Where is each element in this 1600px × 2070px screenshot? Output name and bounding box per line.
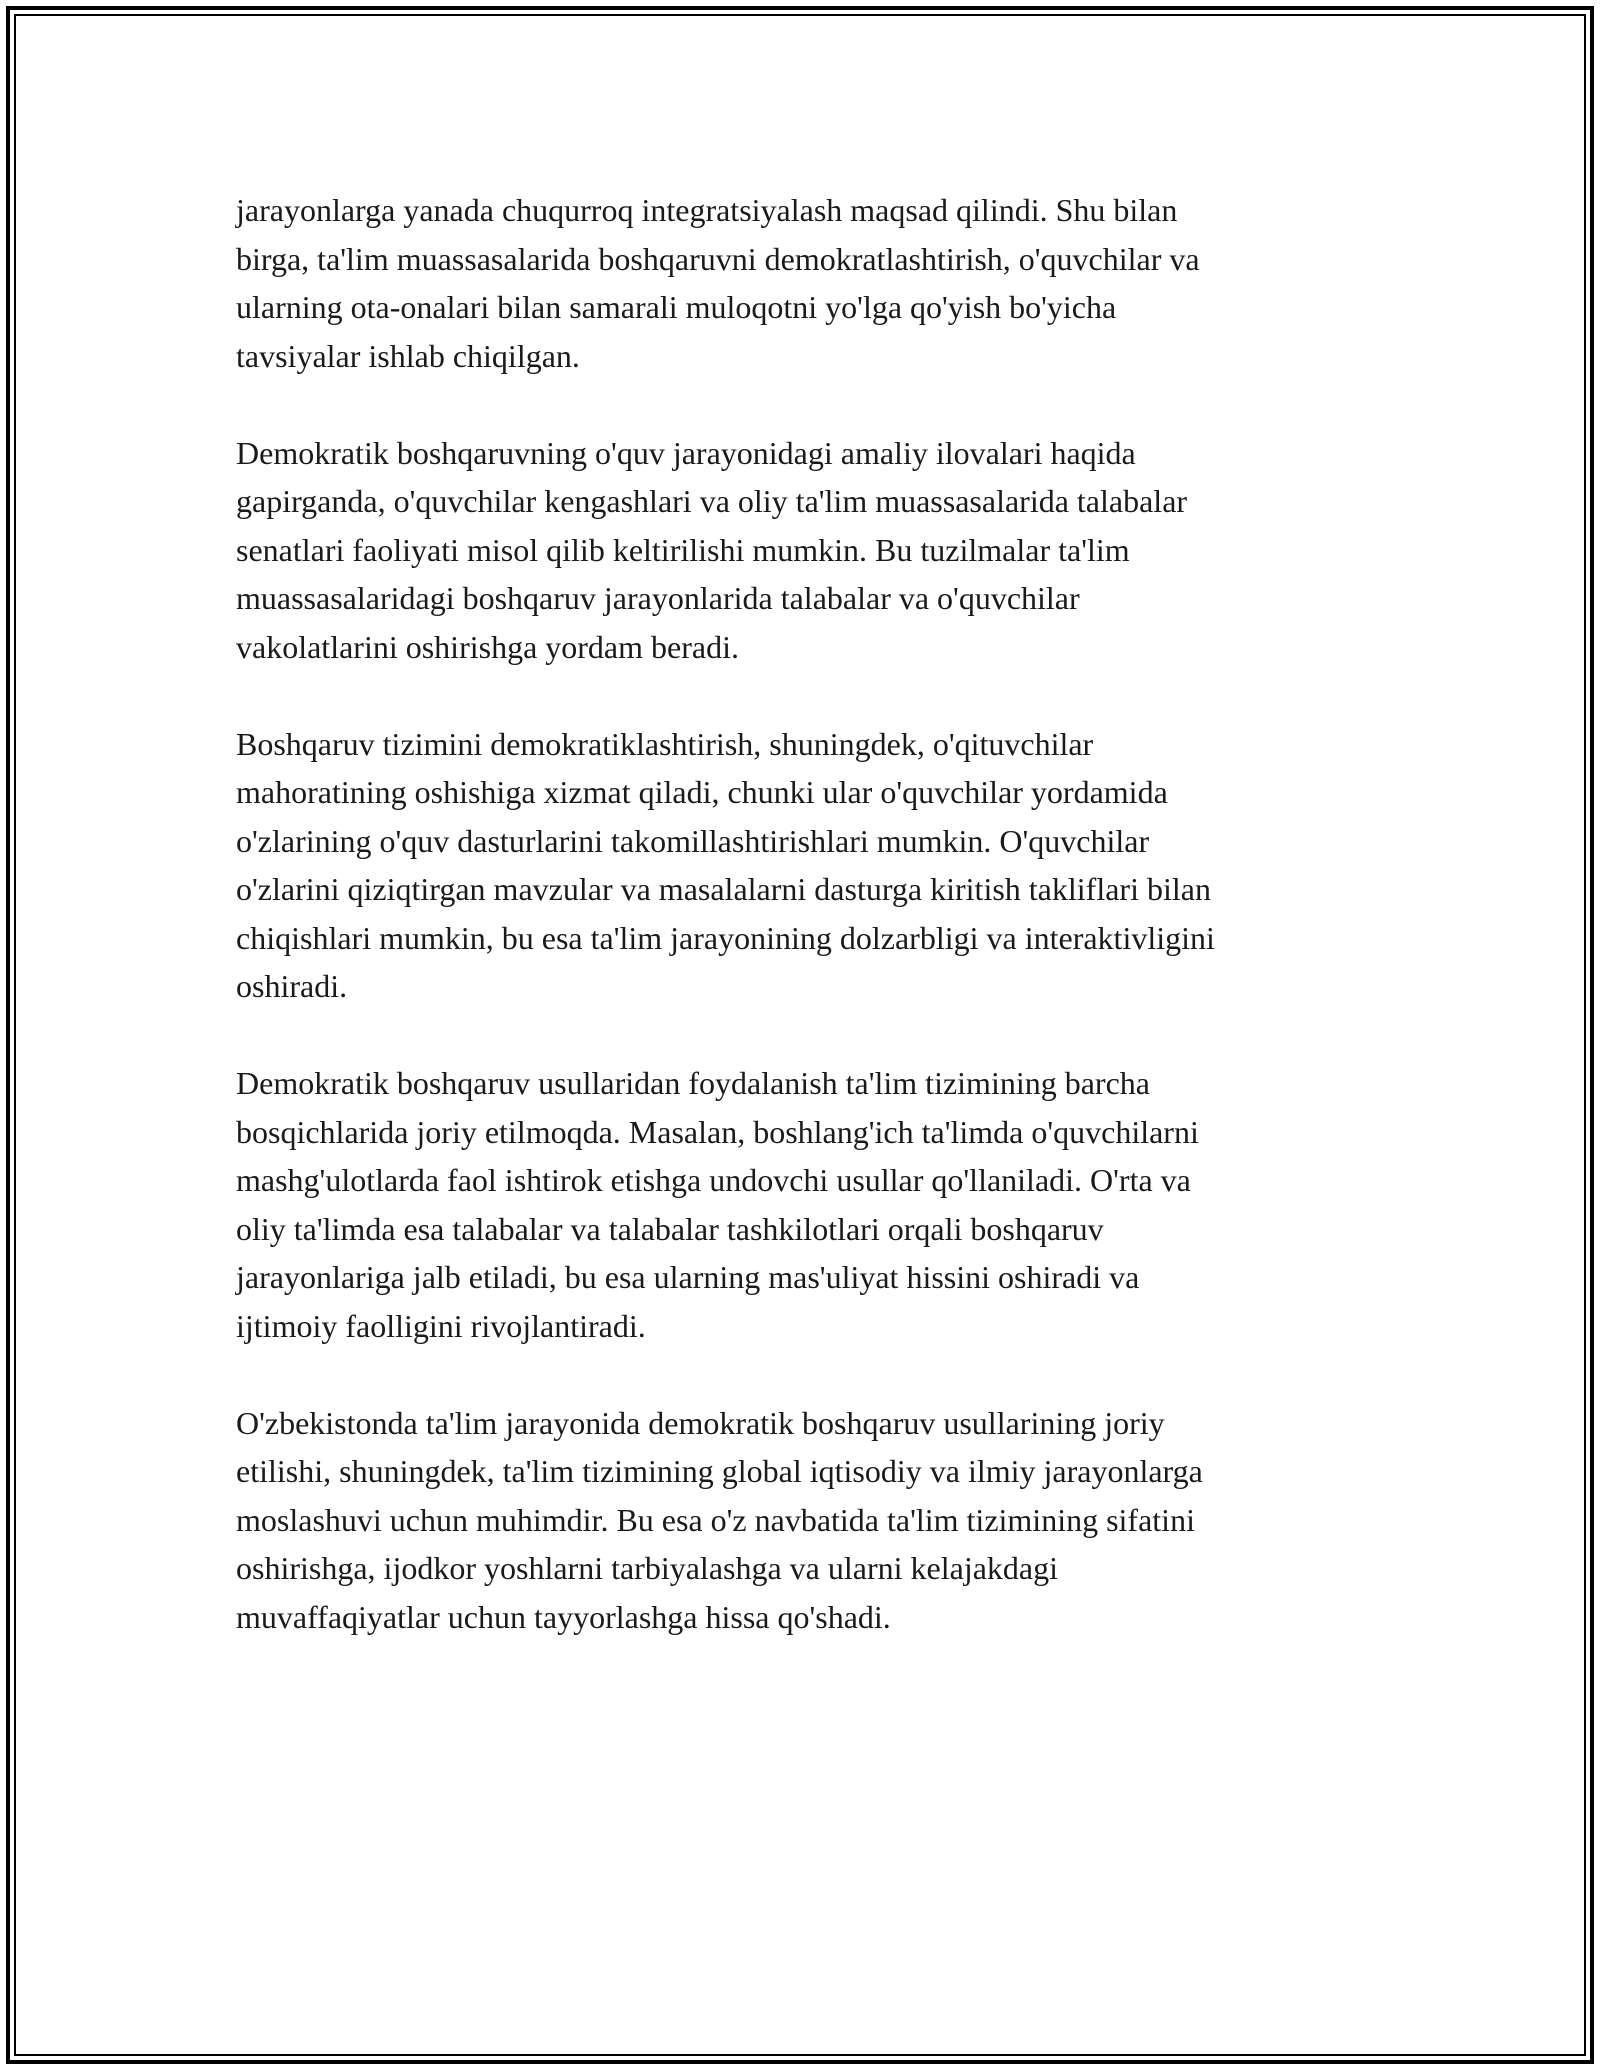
- paragraph-2: Demokratik boshqaruvning o'quv jarayonidagi amaliy ilovalari haqida gapirganda, o'quvchilar kengashlari va oliy ta'lim muassasalarida talabalar senatlari faoliyati misol qilib keltirilishi mumkin. Bu tuzilmalar ta'lim muassasalaridagi boshqaruv jarayonlarida talabalar va o'quvchilar vakolatlarini oshirishga yordam beradi.: [236, 434, 1188, 665]
- document-body: [236, 186, 1366, 1690]
- paragraph-1: jarayonlarga yanada chuqurroq integratsiyalash maqsad qilindi. Shu bilan birga, ta'lim muassasalarida boshqaruvni demokratlashtirish, o'quvchilar va ularning ota-onalari bilan samarali muloqotni yo'lga qo'yish bo'yicha tavsiyalar ishlab chiqilgan.: [236, 192, 1200, 374]
- paragraph-5: O'zbekistonda ta'lim jarayonida demokratik boshqaruv usullarining joriy etilishi, shuningdek, ta'lim tizimining global iqtisodiy va ilmiy jarayonlarga moslashuvi uchun muhimdir. Bu esa o'z navbatida ta'lim tizimining sifatini oshirishga, ijodkor yoshlarni tarbiyalashga va ularni kelajakdagi muvaffaqiyatlar uchun tayyorlashga hissa qo'shadi.: [236, 1404, 1203, 1635]
- paragraph-4: Demokratik boshqaruv usullaridan foydalanish ta'lim tizimining barcha bosqichlarida joriy etilmoqda. Masalan, boshlang'ich ta'limda o'quvchilarni mashg'ulotlarda faol ishtirok etishga undovchi usullar qo'llaniladi. O'rta va oliy ta'limda esa talabalar va talabalar tashkilotlari orqali boshqaruv jarayonlariga jalb etiladi, bu esa ularning mas'uliyat hissini oshiradi va ijtimoiy faolligini rivojlantiradi.: [236, 1065, 1199, 1344]
- paragraph-3: Boshqaruv tizimini demokratiklashtirish, shuningdek, o'qituvchilar mahoratining oshishiga xizmat qiladi, chunki ular o'quvchilar yordamida o'zlarining o'quv dasturlarini takomillashtirishlari mumkin. O'quvchilar o'zlarini qiziqtirgan mavzular va masalalarni dasturga kiritish takliflari bilan chiqishlari mumkin, bu esa ta'lim jarayonining dolzarbligi va interaktivligini oshiradi.: [236, 725, 1215, 1004]
